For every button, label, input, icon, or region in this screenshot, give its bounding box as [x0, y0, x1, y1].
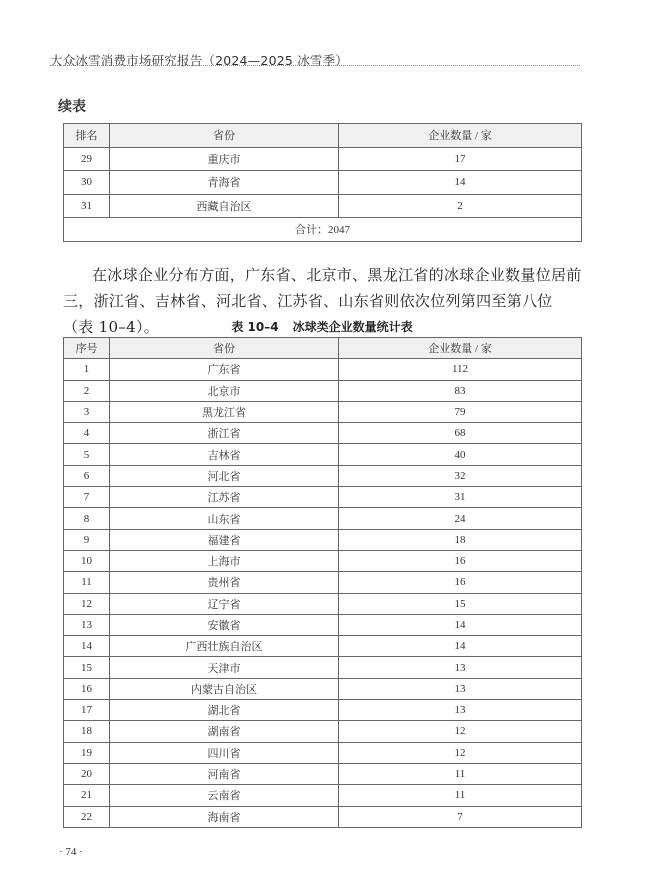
cell-province: 广西壮族自治区: [110, 636, 339, 657]
cell-count: 16: [339, 550, 582, 571]
cell-index: 22: [64, 806, 110, 827]
total-cell: 合计：2047: [64, 218, 582, 242]
cell-province: 浙江省: [110, 423, 339, 444]
cell-index: 13: [64, 614, 110, 635]
cell-index: 5: [64, 444, 110, 465]
cell-count: 11: [339, 763, 582, 784]
table-row: [64, 147, 582, 171]
cell-province: 海南省: [110, 806, 339, 827]
cell-index: 21: [64, 785, 110, 806]
cell-count: 32: [339, 465, 582, 486]
table-header-row: [64, 338, 582, 359]
cell-province: 吉林省: [110, 444, 339, 465]
table-row: [64, 572, 582, 593]
cell-province: 内蒙古自治区: [110, 678, 339, 699]
cell-index: 18: [64, 721, 110, 742]
cell-index: 15: [64, 657, 110, 678]
cell-index: 9: [64, 529, 110, 550]
table-caption-title: 冰球类企业数量统计表: [292, 320, 413, 334]
table-row: [64, 508, 582, 529]
header-divider: [50, 65, 580, 66]
cell-count: 24: [339, 508, 582, 529]
cell-province: 北京市: [110, 380, 339, 401]
body-paragraph: 在冰球企业分布方面，广东省、北京市、黑龙江省的冰球企业数量位居前三，浙江省、吉林省、河北省、江苏省、山东省则依次位列第四至第八位（表 10–4）。: [63, 266, 582, 336]
cell-province: 山东省: [110, 508, 339, 529]
hockey-enterprise-table: [63, 337, 582, 828]
cell-province: 广东省: [110, 359, 339, 380]
cell-count: 14: [339, 614, 582, 635]
cell-index: 29: [64, 147, 110, 171]
table-row: [64, 194, 582, 218]
table-row: [64, 742, 582, 763]
cell-index: 12: [64, 593, 110, 614]
cell-index: 11: [64, 572, 110, 593]
table-row: [64, 721, 582, 742]
table-row: [64, 380, 582, 401]
cell-province: 西藏自治区: [110, 194, 339, 218]
cell-count: 13: [339, 678, 582, 699]
cell-index: 2: [64, 380, 110, 401]
cell-count: 2: [339, 194, 582, 218]
table-row: [64, 550, 582, 571]
cell-index: 6: [64, 465, 110, 486]
cell-province: 上海市: [110, 550, 339, 571]
cell-index: 31: [64, 194, 110, 218]
cell-index: 8: [64, 508, 110, 529]
column-header-province: 省份: [110, 124, 339, 148]
cell-province: 黑龙江省: [110, 401, 339, 422]
cell-province: 贵州省: [110, 572, 339, 593]
cell-index: 4: [64, 423, 110, 444]
table-row: [64, 763, 582, 784]
cell-count: 12: [339, 721, 582, 742]
page-number: · 74 ·: [59, 846, 83, 858]
cell-count: 13: [339, 657, 582, 678]
cell-count: 16: [339, 572, 582, 593]
cell-index: 14: [64, 636, 110, 657]
table-row: [64, 636, 582, 657]
cell-province: 云南省: [110, 785, 339, 806]
table-row: [64, 171, 582, 195]
cell-province: 重庆市: [110, 147, 339, 171]
table-row: [64, 657, 582, 678]
cell-count: 14: [339, 636, 582, 657]
cell-index: 19: [64, 742, 110, 763]
continued-table: [63, 123, 582, 242]
continued-table-label: 续表: [58, 99, 86, 115]
column-header-count: 企业数量 / 家: [339, 124, 582, 148]
table-row: [64, 785, 582, 806]
cell-count: 17: [339, 147, 582, 171]
cell-province: 四川省: [110, 742, 339, 763]
cell-count: 83: [339, 380, 582, 401]
cell-province: 河北省: [110, 465, 339, 486]
running-header: 大众冰雪消费市场研究报告（2024—2025 冰雪季）: [50, 53, 348, 68]
table-row: [64, 700, 582, 721]
cell-count: 40: [339, 444, 582, 465]
cell-province: 河南省: [110, 763, 339, 784]
cell-province: 江苏省: [110, 487, 339, 508]
table-row: [64, 465, 582, 486]
table-row: [64, 487, 582, 508]
cell-index: 3: [64, 401, 110, 422]
cell-count: 14: [339, 171, 582, 195]
table-row: [64, 444, 582, 465]
column-header-province: 省份: [110, 338, 339, 359]
cell-count: 13: [339, 700, 582, 721]
column-header-index: 序号: [64, 338, 110, 359]
cell-province: 青海省: [110, 171, 339, 195]
table-row: [64, 401, 582, 422]
cell-count: 68: [339, 423, 582, 444]
table-row: [64, 614, 582, 635]
cell-index: 10: [64, 550, 110, 571]
cell-province: 湖南省: [110, 721, 339, 742]
cell-count: 31: [339, 487, 582, 508]
column-header-count: 企业数量 / 家: [339, 338, 582, 359]
table-row: [64, 678, 582, 699]
cell-count: 112: [339, 359, 582, 380]
cell-index: 20: [64, 763, 110, 784]
table-row: [64, 806, 582, 827]
table-caption-number: 表 10–4: [231, 320, 279, 334]
table-row: [64, 359, 582, 380]
cell-count: 15: [339, 593, 582, 614]
cell-index: 7: [64, 487, 110, 508]
cell-index: 16: [64, 678, 110, 699]
cell-count: 12: [339, 742, 582, 763]
table-header-row: [64, 124, 582, 148]
table-row: [64, 529, 582, 550]
table-row: [64, 423, 582, 444]
cell-province: 湖北省: [110, 700, 339, 721]
cell-province: 福建省: [110, 529, 339, 550]
cell-count: 79: [339, 401, 582, 422]
table-row: [64, 593, 582, 614]
table-caption: [63, 318, 581, 335]
cell-index: 17: [64, 700, 110, 721]
cell-index: 1: [64, 359, 110, 380]
cell-index: 30: [64, 171, 110, 195]
table-total-row: [64, 218, 582, 242]
cell-province: 辽宁省: [110, 593, 339, 614]
cell-count: 11: [339, 785, 582, 806]
cell-count: 7: [339, 806, 582, 827]
cell-count: 18: [339, 529, 582, 550]
column-header-rank: 排名: [64, 124, 110, 148]
cell-province: 安徽省: [110, 614, 339, 635]
cell-province: 天津市: [110, 657, 339, 678]
